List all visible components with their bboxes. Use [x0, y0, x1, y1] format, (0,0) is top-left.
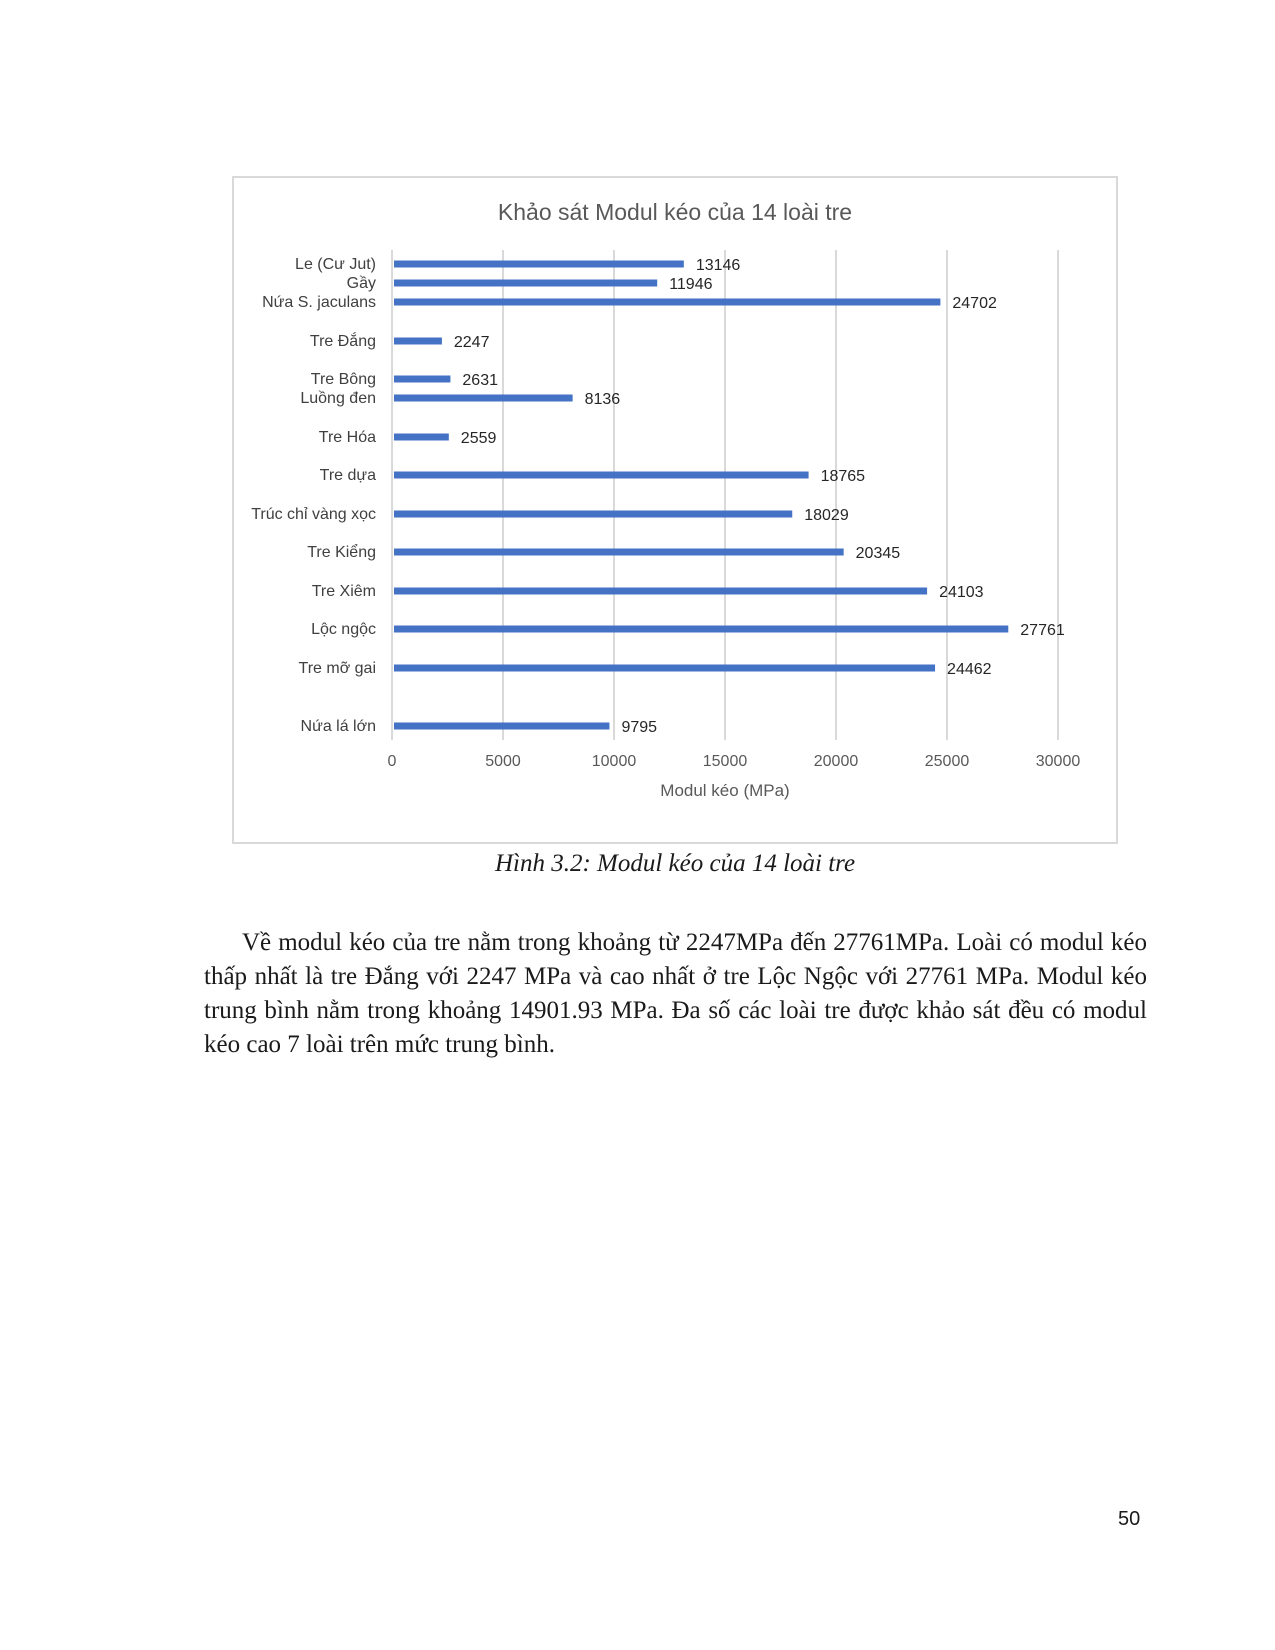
- chart-title: Khảo sát Modul kéo của 14 loài tre: [497, 199, 853, 225]
- value-label-1: 11946: [669, 276, 713, 293]
- bar-2: [394, 299, 940, 306]
- category-labels: [251, 256, 376, 735]
- x-axis-title: Modul kéo (MPa): [660, 781, 790, 800]
- bar-11: [394, 626, 1008, 633]
- value-label-11: 27761: [1020, 622, 1065, 639]
- x-tick-label-3: 15000: [702, 753, 748, 770]
- x-tick-label-5: 25000: [924, 753, 970, 770]
- value-label-7: 18765: [820, 468, 866, 485]
- category-label-10: Tre Xiêm: [311, 583, 376, 600]
- bar-10: [394, 588, 927, 595]
- category-label-12: Tre mỡ gai: [298, 660, 376, 677]
- category-label-11: Lộc ngộc: [311, 621, 376, 638]
- category-label-6: Tre Hóa: [318, 429, 376, 446]
- chart-frame: [232, 176, 1118, 844]
- category-label-1: Gầy: [346, 275, 376, 292]
- figure-caption: Hình 3.2: Modul kéo của 14 loài tre: [494, 850, 856, 877]
- bar-5: [394, 395, 573, 402]
- bar-4: [394, 376, 450, 383]
- value-label-4: 2631: [462, 372, 499, 389]
- category-label-0: Le (Cư Jut): [295, 256, 376, 273]
- bar-8: [394, 511, 792, 518]
- category-label-8: Trúc chỉ vàng xọc: [251, 506, 376, 523]
- value-label-9: 20345: [855, 545, 901, 562]
- value-label-5: 8136: [584, 391, 621, 408]
- value-label-12: 24462: [947, 661, 992, 678]
- value-label-3: 2247: [453, 334, 490, 351]
- value-label-6: 2559: [460, 430, 497, 447]
- category-label-3: Tre Đắng: [309, 333, 376, 350]
- bar-9: [394, 549, 844, 556]
- bar-1: [394, 280, 657, 287]
- x-tick-labels: [388, 753, 1081, 770]
- value-label-10: 24103: [939, 584, 984, 601]
- value-label-2: 24702: [952, 295, 997, 312]
- category-label-13: Nứa lá lớn: [300, 718, 376, 735]
- x-tick-label-4: 20000: [813, 753, 859, 770]
- value-label-8: 18029: [804, 507, 849, 524]
- value-label-0: 13146: [695, 257, 741, 274]
- bar-7: [394, 472, 809, 479]
- page-number: 50: [1118, 1508, 1141, 1530]
- category-label-7: Tre dựa: [319, 467, 376, 484]
- bars: [394, 261, 1008, 730]
- x-tick-label-2: 10000: [591, 753, 637, 770]
- bar-chart: [234, 178, 1116, 842]
- category-label-2: Nứa S. jaculans: [262, 294, 376, 311]
- bar-3: [394, 338, 442, 345]
- bar-6: [394, 434, 449, 441]
- category-label-9: Tre Kiểng: [307, 544, 376, 561]
- bar-12: [394, 665, 935, 672]
- x-tick-label-0: 0: [387, 753, 397, 770]
- bar-13: [394, 723, 609, 730]
- x-tick-label-1: 5000: [485, 753, 521, 770]
- category-label-5: Luồng đen: [300, 390, 376, 407]
- x-tick-label-6: 30000: [1035, 753, 1081, 770]
- category-label-4: Tre Bông: [310, 371, 376, 388]
- bar-0: [394, 261, 684, 268]
- value-label-13: 9795: [621, 719, 658, 736]
- value-labels: [454, 257, 1065, 736]
- body-paragraph: Về modul kéo của tre nằm trong khoảng từ 2247MPa đến 27761MPa. Loài có modul kéo thấp nhất là tre Đắng với 2247 MPa và cao nhất ở tre Lộc Ngộc với 27761 MPa. Modul kéo trung bình nằm trong khoảng 14901.93 MPa. Đa số các loài tre được khảo sát đều có modul kéo cao 7 loài trên mức trung bình.: [204, 929, 1147, 1058]
